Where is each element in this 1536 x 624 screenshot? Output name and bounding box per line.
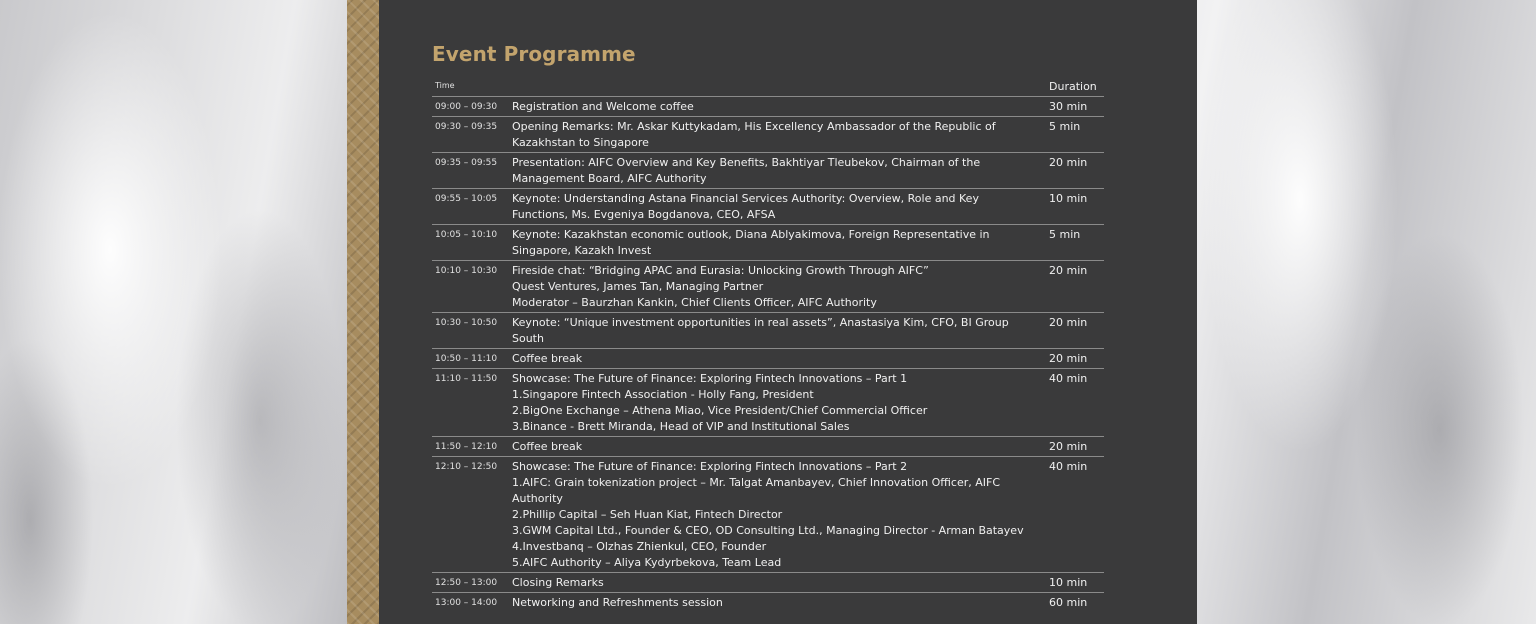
description-line: Presentation: AIFC Overview and Key Benefits, Bakhtiyar Tleubekov, Chairman of the [512,156,981,169]
row-description [512,99,1046,115]
row-duration: 10 min [1049,192,1088,205]
table-row [432,117,1104,153]
description-line: Moderator – Baurzhan Kankin, Chief Clients Officer, AIFC Authority [512,296,877,309]
description-line: Networking and Refreshments session [512,596,723,609]
row-time: 10:10 – 10:30 [435,266,498,276]
description-line: South [512,332,544,345]
time-column-header: Time [435,81,455,90]
description-line: Fireside chat: “Bridging APAC and Eurasia: Unlocking Growth Through AIFC” [512,264,929,277]
table-row [432,573,1104,593]
row-time: 12:10 – 12:50 [435,462,498,472]
table-row [432,349,1104,369]
row-description [512,227,1046,259]
row-time: 13:00 – 14:00 [435,598,498,608]
description-line: Showcase: The Future of Finance: Exploring Fintech Innovations – Part 2 [512,460,908,473]
description-line: 2.BigOne Exchange – Athena Miao, Vice President/Chief Commercial Officer [512,404,928,417]
description-line: Singapore, Kazakh Invest [512,244,652,257]
duration-column-header: Duration [1049,80,1097,93]
description-line: Showcase: The Future of Finance: Exploring Fintech Innovations – Part 1 [512,372,908,385]
row-duration: 5 min [1049,120,1081,133]
row-description [512,459,1046,571]
description-line: Management Board, AIFC Authority [512,172,707,185]
description-line: Functions, Ms. Evgeniya Bogdanova, CEO, AFSA [512,208,776,221]
row-time: 11:10 – 11:50 [435,374,498,384]
row-duration: 5 min [1049,228,1081,241]
row-duration: 20 min [1049,440,1088,453]
row-time: 10:30 – 10:50 [435,318,498,328]
row-time: 12:50 – 13:00 [435,578,498,588]
row-duration: 20 min [1049,352,1088,365]
programme-panel [379,0,1197,624]
row-description [512,439,1046,455]
description-line: Coffee break [512,352,583,365]
row-time: 09:00 – 09:30 [435,102,498,112]
table-row [432,369,1104,437]
table-row [432,153,1104,189]
row-time: 09:30 – 09:35 [435,122,498,132]
programme-table [432,80,1104,612]
table-row [432,593,1104,612]
description-line: Keynote: “Unique investment opportunities in real assets”, Anastasiya Kim, CFO, BI Group [512,316,1009,329]
row-description [512,155,1046,187]
row-duration: 30 min [1049,100,1088,113]
description-line: 1.AIFC: Grain tokenization project – Mr. Talgat Amanbayev, Chief Innovation Officer, AIFC [512,476,1001,489]
row-duration: 40 min [1049,460,1088,473]
description-line: 4.Investbanq – Olzhas Zhienkul, CEO, Founder [512,540,767,553]
row-time: 10:05 – 10:10 [435,230,498,240]
table-row [432,261,1104,313]
row-time: 09:55 – 10:05 [435,194,498,204]
table-header [432,80,1104,97]
row-description [512,315,1046,347]
description-line: Quest Ventures, James Tan, Managing Partner [512,280,764,293]
description-line: Keynote: Understanding Astana Financial Services Authority: Overview, Role and Key [512,192,979,205]
row-description [512,371,1046,435]
description-line: Registration and Welcome coffee [512,100,694,113]
description-line: 3.Binance - Brett Miranda, Head of VIP and Institutional Sales [512,420,850,433]
description-line: 2.Phillip Capital – Seh Huan Kiat, Fintech Director [512,508,783,521]
table-row [432,97,1104,117]
row-duration: 40 min [1049,372,1088,385]
row-duration: 20 min [1049,316,1088,329]
row-duration: 10 min [1049,576,1088,589]
row-duration: 60 min [1049,596,1088,609]
table-row [432,457,1104,573]
description-line: Closing Remarks [512,576,604,589]
row-duration: 20 min [1049,156,1088,169]
row-description [512,595,1046,611]
table-row [432,313,1104,349]
table-row [432,437,1104,457]
row-description [512,351,1046,367]
description-line: Coffee break [512,440,583,453]
table-row [432,225,1104,261]
row-duration: 20 min [1049,264,1088,277]
row-description [512,263,1046,311]
description-line: 3.GWM Capital Ltd., Founder & CEO, OD Consulting Ltd., Managing Director - Arman Batayev [512,524,1024,537]
row-description [512,575,1046,591]
table-row [432,189,1104,225]
description-line: Kazakhstan to Singapore [512,136,649,149]
description-line: 5.AIFC Authority – Aliya Kydyrbekova, Team Lead [512,556,782,569]
row-time: 09:35 – 09:55 [435,158,498,168]
description-line: Opening Remarks: Mr. Askar Kuttykadam, His Excellency Ambassador of the Republic of [512,120,996,133]
table-body [432,97,1104,612]
description-line: Authority [512,492,563,505]
description-line: 1.Singapore Fintech Association - Holly Fang, President [512,388,814,401]
row-description [512,119,1046,151]
gold-pattern-strip [347,0,379,624]
row-description [512,191,1046,223]
page-title: Event Programme [432,42,636,66]
row-time: 10:50 – 11:10 [435,354,498,364]
row-time: 11:50 – 12:10 [435,442,498,452]
description-line: Keynote: Kazakhstan economic outlook, Diana Ablyakimova, Foreign Representative in [512,228,990,241]
